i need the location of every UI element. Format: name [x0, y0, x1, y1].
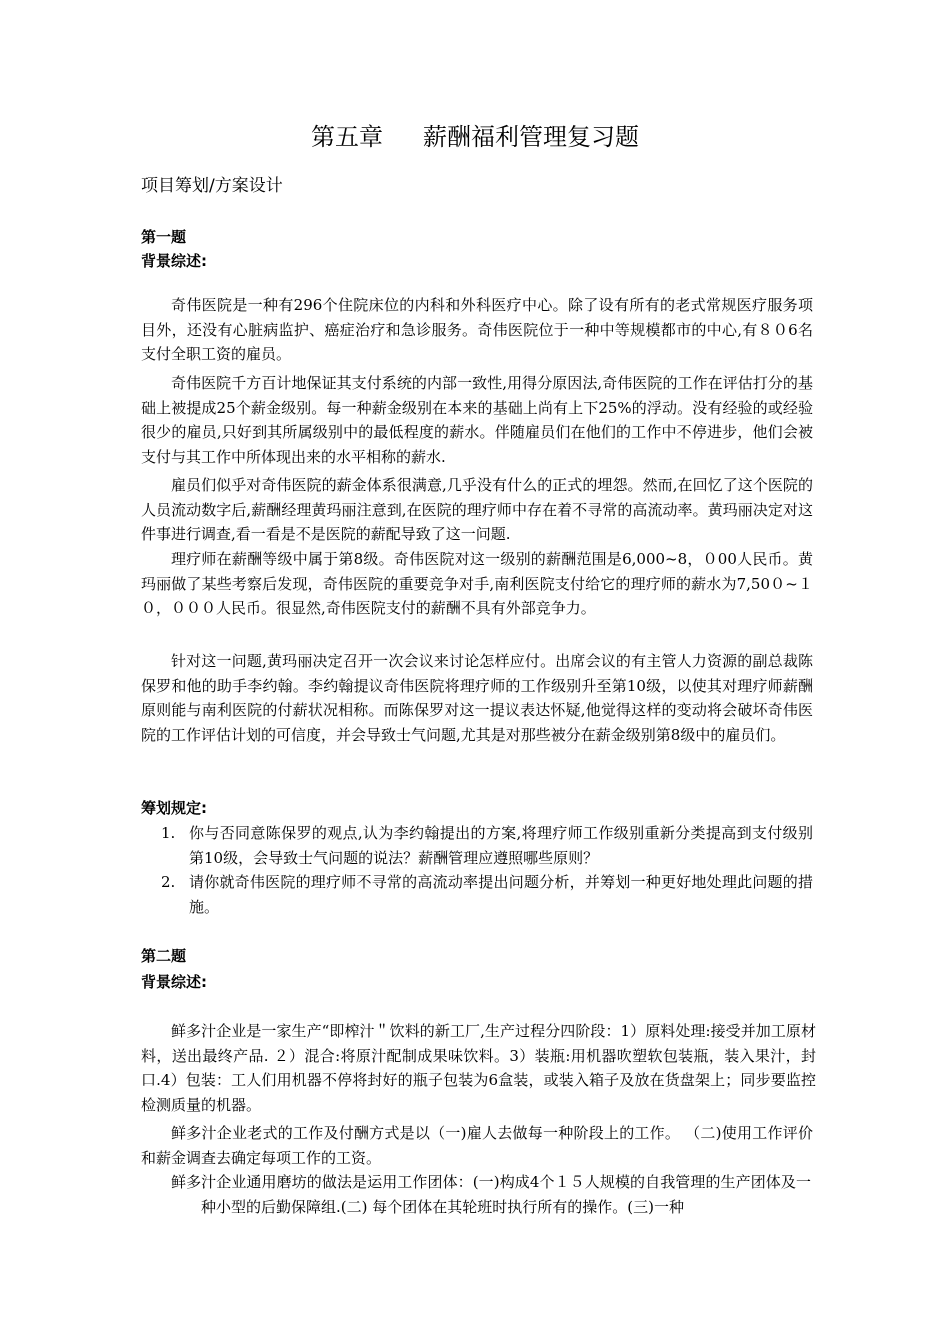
list-item-text: 请你就奇伟医院的理疗师不寻常的高流动率提出问题分析，并筹划一种更好地处理此问题的措施。	[189, 873, 813, 916]
q1-paragraph-1: 奇伟医院是一种有296个住院床位的内科和外科医疗中心。除了设有所有的老式常规医疗服务项目外，还没有心脏病监护、癌症治疗和急诊服务。奇伟医院位于一种中等规模都市的中心,有８０6名支付全职工资的雇员。	[141, 296, 813, 363]
q1-plan-label: 筹划规定:	[141, 799, 207, 817]
q1-question-list	[141, 821, 813, 919]
q2-heading: 第二题	[141, 947, 187, 965]
list-item	[141, 870, 813, 919]
q2-background-label: 背景综述:	[141, 973, 207, 991]
q2-paragraph-3: 鲜多汁企业通用磨坊的做法是运用工作团体：(一)构成4个１５人规模的自我管理的生产团体及一种小型的后勤保障组.(二) 每个团体在其轮班时执行所有的操作。(三)一种	[171, 1173, 811, 1216]
q1-paragraph-3: 雇员们似乎对奇伟医院的薪金体系很满意,几乎没有什么的正式的埋怨。然而,在回忆了这个医院的人员流动数字后,薪酬经理黄玛丽注意到,在医院的理疗师中存在着不寻常的高流动率。黄玛丽决定对这件事进行调查,看一看是不是医院的薪配导致了这一问题.	[141, 476, 813, 543]
list-item-text: 你与否同意陈保罗的观点,认为李约翰提出的方案,将理疗师工作级别重新分类提高到支付级别第10级，会导致士气问题的说法？薪酬管理应遵照哪些原则？	[189, 824, 813, 867]
q1-background-label: 背景综述:	[141, 252, 207, 270]
list-item-number: 2.	[161, 873, 176, 891]
list-item	[141, 821, 813, 870]
list-item-number: 1.	[161, 824, 176, 842]
q1-paragraph-2: 奇伟医院千方百计地保证其支付系统的内部一致性,用得分原因法,奇伟医院的工作在评估打分的基础上被提成25个薪金级别。每一种薪金级别在本来的基础上尚有上下25%的浮动。没有经验的或经验很少的雇员,只好到其所属级别中的最低程度的薪水。伴随雇员们在他们的工作中不停进步，他们会被支付与其工作中所体现出来的水平相称的薪水.	[141, 374, 813, 466]
q1-paragraph-4: 理疗师在薪酬等级中属于第8级。奇伟医院对这一级别的薪酬范围是6,000~8，０00人民币。黄玛丽做了某些考察后发现，奇伟医院的重要竞争对手,南利医院支付给它的理疗师的薪水为7,50０~１０，０００人民币。很显然,奇伟医院支付的薪酬不具有外部竞争力。	[141, 550, 813, 617]
q2-paragraph-2: 鲜多汁企业老式的工作及付酬方式是以（一)雇人去做每一种阶段上的工作。 （二)使用工作评价和薪金调查去确定每项工作的工资。	[141, 1124, 813, 1167]
page-title	[0, 120, 950, 154]
q1-heading: 第一题	[141, 228, 187, 246]
chapter-number: 第五章	[311, 123, 383, 151]
q2-paragraph-1: 鲜多汁企业是一家生产“即榨汁＂饮料的新工厂,生产过程分四阶段：1）原料处理:接受并加工原材料，送出最终产品. ２）混合:将原汁配制成果味饮料。3）装瓶:用机器吹塑软包装瓶，装入果汁，封口.4）包装：工人们用机器不停将封好的瓶子包装为6盒装，或装入箱子及放在货盘架上；同步要监控检测质量的机器。	[141, 1022, 816, 1114]
section-subtitle: 项目筹划/方案设计	[141, 176, 283, 196]
chapter-title: 薪酬福利管理复习题	[423, 123, 639, 151]
q1-paragraph-5: 针对这一问题,黄玛丽决定召开一次会议来讨论怎样应付。出席会议的有主管人力资源的副总裁陈保罗和他的助手李约翰。李约翰提议奇伟医院将理疗师的工作级别升至第10级，以使其对理疗师薪酬原则能与南利医院的付薪状况相称。而陈保罗对这一提议表达怀疑,他觉得这样的变动将会破坏奇伟医院的工作评估计划的可信度，并会导致士气问题,尤其是对那些被分在薪金级别第8级中的雇员们。	[141, 652, 813, 744]
